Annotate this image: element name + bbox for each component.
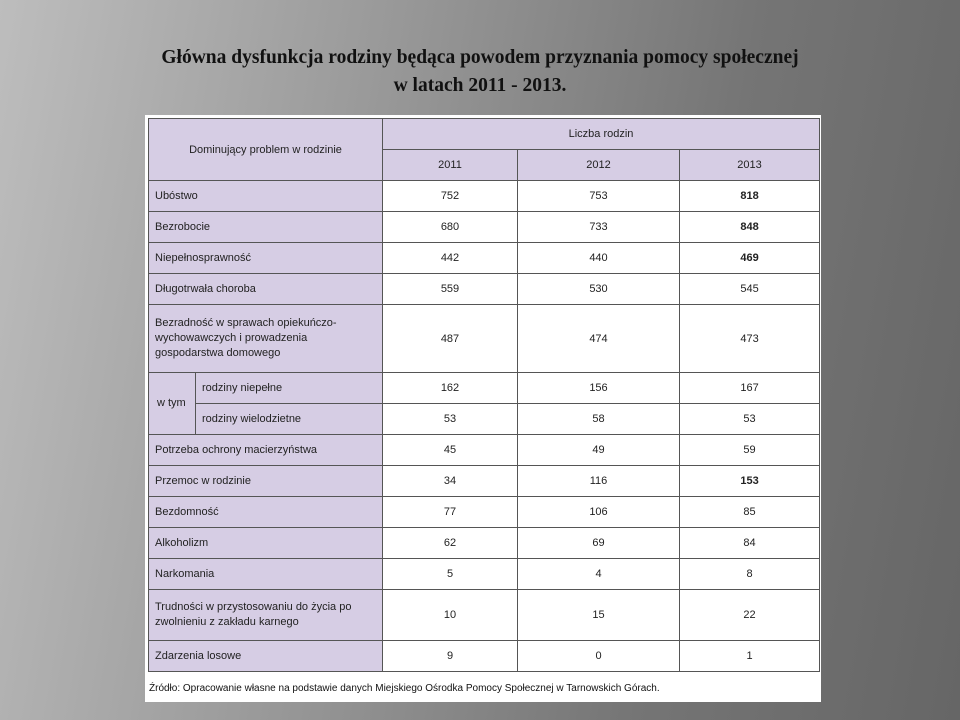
cell-2012: 733: [518, 212, 680, 243]
cell-2013: 848: [680, 212, 820, 243]
page-title: [0, 44, 960, 100]
table-row: [149, 497, 820, 528]
header-year-2011: 2011: [383, 150, 518, 181]
cell-2013: 473: [680, 305, 820, 373]
cell-2011: 10: [383, 590, 518, 641]
table-row: [149, 466, 820, 497]
cell-2012: 116: [518, 466, 680, 497]
cell-2012: 474: [518, 305, 680, 373]
cell-2011: 34: [383, 466, 518, 497]
table-row: [149, 305, 820, 373]
table-row: [149, 212, 820, 243]
cell-2011: 5: [383, 559, 518, 590]
row-label: Ubóstwo: [149, 181, 383, 212]
cell-2013: 8: [680, 559, 820, 590]
cell-2011: 53: [383, 404, 518, 435]
table-row: [149, 641, 820, 672]
cell-2011: 752: [383, 181, 518, 212]
cell-2013: 1: [680, 641, 820, 672]
table-row: [149, 404, 820, 435]
cell-2013: 84: [680, 528, 820, 559]
row-label: Niepełnosprawność: [149, 243, 383, 274]
row-label: Bezrobocie: [149, 212, 383, 243]
cell-2013: 167: [680, 373, 820, 404]
header-year-2012: 2012: [518, 150, 680, 181]
cell-2011: 9: [383, 641, 518, 672]
cell-2013: 153: [680, 466, 820, 497]
row-label: Przemoc w rodzinie: [149, 466, 383, 497]
title-line-2: w latach 2011 - 2013.: [393, 75, 567, 96]
header-year-2013: 2013: [680, 150, 820, 181]
row-label: Trudności w przystosowaniu do życia po zwolnieniu z zakładu karnego: [149, 590, 383, 641]
cell-2012: 440: [518, 243, 680, 274]
table-row: [149, 435, 820, 466]
cell-2011: 442: [383, 243, 518, 274]
cell-2012: 4: [518, 559, 680, 590]
row-label: Narkomania: [149, 559, 383, 590]
table-row: [149, 274, 820, 305]
cell-2011: 162: [383, 373, 518, 404]
row-label: rodziny niepełne: [196, 373, 383, 404]
cell-2011: 559: [383, 274, 518, 305]
row-label: Bezdomność: [149, 497, 383, 528]
table-row: [149, 528, 820, 559]
row-label: Bezradność w sprawach opiekuńczo-wychowawczych i prowadzenia gospodarstwa domowego: [149, 305, 383, 373]
table-row: [149, 243, 820, 274]
cell-2012: 530: [518, 274, 680, 305]
table-row: [149, 590, 820, 641]
cell-2013: 59: [680, 435, 820, 466]
row-label: Potrzeba ochrony macierzyństwa: [149, 435, 383, 466]
title-line-1: Główna dysfunkcja rodziny będąca powodem przyznania pomocy społecznej: [161, 47, 799, 68]
cell-2011: 62: [383, 528, 518, 559]
table-row: [149, 559, 820, 590]
w-tym-label: w tym: [149, 373, 196, 435]
cell-2012: 156: [518, 373, 680, 404]
cell-2013: 22: [680, 590, 820, 641]
data-table: [148, 118, 820, 672]
cell-2013: 85: [680, 497, 820, 528]
row-label: Długotrwała choroba: [149, 274, 383, 305]
header-liczba-rodzin: Liczba rodzin: [383, 119, 820, 150]
cell-2011: 680: [383, 212, 518, 243]
cell-2012: 0: [518, 641, 680, 672]
table-row: [149, 181, 820, 212]
cell-2012: 15: [518, 590, 680, 641]
cell-2013: 53: [680, 404, 820, 435]
cell-2013: 818: [680, 181, 820, 212]
cell-2012: 58: [518, 404, 680, 435]
cell-2011: 45: [383, 435, 518, 466]
cell-2013: 545: [680, 274, 820, 305]
row-label: rodziny wielodzietne: [196, 404, 383, 435]
cell-2011: 77: [383, 497, 518, 528]
header-problem: Dominujący problem w rodzinie: [149, 119, 383, 181]
cell-2012: 69: [518, 528, 680, 559]
cell-2012: 49: [518, 435, 680, 466]
table-panel: [145, 115, 821, 702]
table-row: [149, 373, 820, 404]
source-note: Źródło: Opracowanie własne na podstawie danych Miejskiego Ośrodka Pomocy Społecznej w Tarnowskich Górach.: [149, 683, 660, 694]
cell-2012: 106: [518, 497, 680, 528]
row-label: Zdarzenia losowe: [149, 641, 383, 672]
cell-2013: 469: [680, 243, 820, 274]
row-label: Alkoholizm: [149, 528, 383, 559]
cell-2011: 487: [383, 305, 518, 373]
cell-2012: 753: [518, 181, 680, 212]
